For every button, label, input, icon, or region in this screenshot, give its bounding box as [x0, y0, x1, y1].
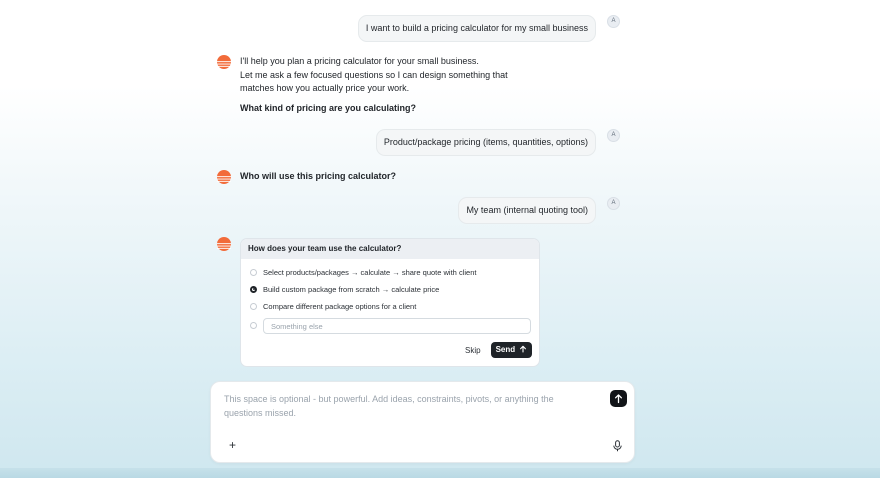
message-composer[interactable] [210, 381, 635, 463]
bottom-strip [0, 468, 880, 478]
arrow-up-icon [610, 390, 627, 407]
user-message: Product/package pricing (items, quantities, options) [376, 129, 596, 156]
option-something-else[interactable] [250, 320, 263, 332]
skip-button[interactable]: Skip [465, 346, 481, 355]
radio-checked-icon[interactable] [250, 286, 257, 293]
assistant-line: Let me ask a few focused questions so I can design something that [240, 69, 508, 80]
orange-sunset-logo-icon [217, 55, 231, 69]
option-label: Compare different package options for a client [263, 302, 417, 311]
question-card-title: How does your team use the calculator? [241, 239, 539, 259]
option-select-products[interactable] [250, 267, 476, 279]
user-avatar: A [607, 197, 620, 210]
assistant-line: I'll help you plan a pricing calculator for your small business. [240, 56, 479, 66]
radio-unchecked-icon[interactable] [250, 322, 257, 329]
option-compare-packages[interactable] [250, 301, 416, 313]
option-label: Build custom package from scratch → calculate price [263, 285, 440, 294]
send-button[interactable] [491, 342, 532, 358]
submit-button[interactable] [610, 390, 627, 407]
microphone-icon[interactable] [612, 440, 623, 452]
assistant-question: Who will use this pricing calculator? [240, 171, 397, 181]
orange-sunset-logo-icon [217, 237, 231, 251]
orange-sunset-logo-icon [217, 170, 231, 184]
assistant-message [240, 55, 508, 115]
assistant-question: What kind of pricing are you calculating? [240, 102, 417, 113]
option-label: Select products/packages → calculate → share quote with client [263, 268, 477, 277]
arrow-up-icon [519, 345, 527, 353]
user-avatar: A [607, 15, 620, 28]
radio-unchecked-icon[interactable] [250, 303, 257, 310]
user-avatar: A [607, 129, 620, 142]
something-else-input[interactable]: Something else [263, 318, 531, 334]
option-build-custom[interactable] [250, 284, 439, 296]
composer-placeholder[interactable]: This space is optional - but powerful. Add ideas, constraints, pivots, or anything the questions missed. [224, 394, 554, 418]
question-card [240, 238, 540, 367]
add-attachment-button[interactable]: + [229, 438, 237, 452]
send-button-label: Send [495, 345, 516, 354]
user-message: My team (internal quoting tool) [458, 197, 596, 224]
user-message: I want to build a pricing calculator for my small business [358, 15, 596, 42]
radio-unchecked-icon[interactable] [250, 269, 257, 276]
assistant-line: matches how you actually price your work. [240, 83, 410, 93]
